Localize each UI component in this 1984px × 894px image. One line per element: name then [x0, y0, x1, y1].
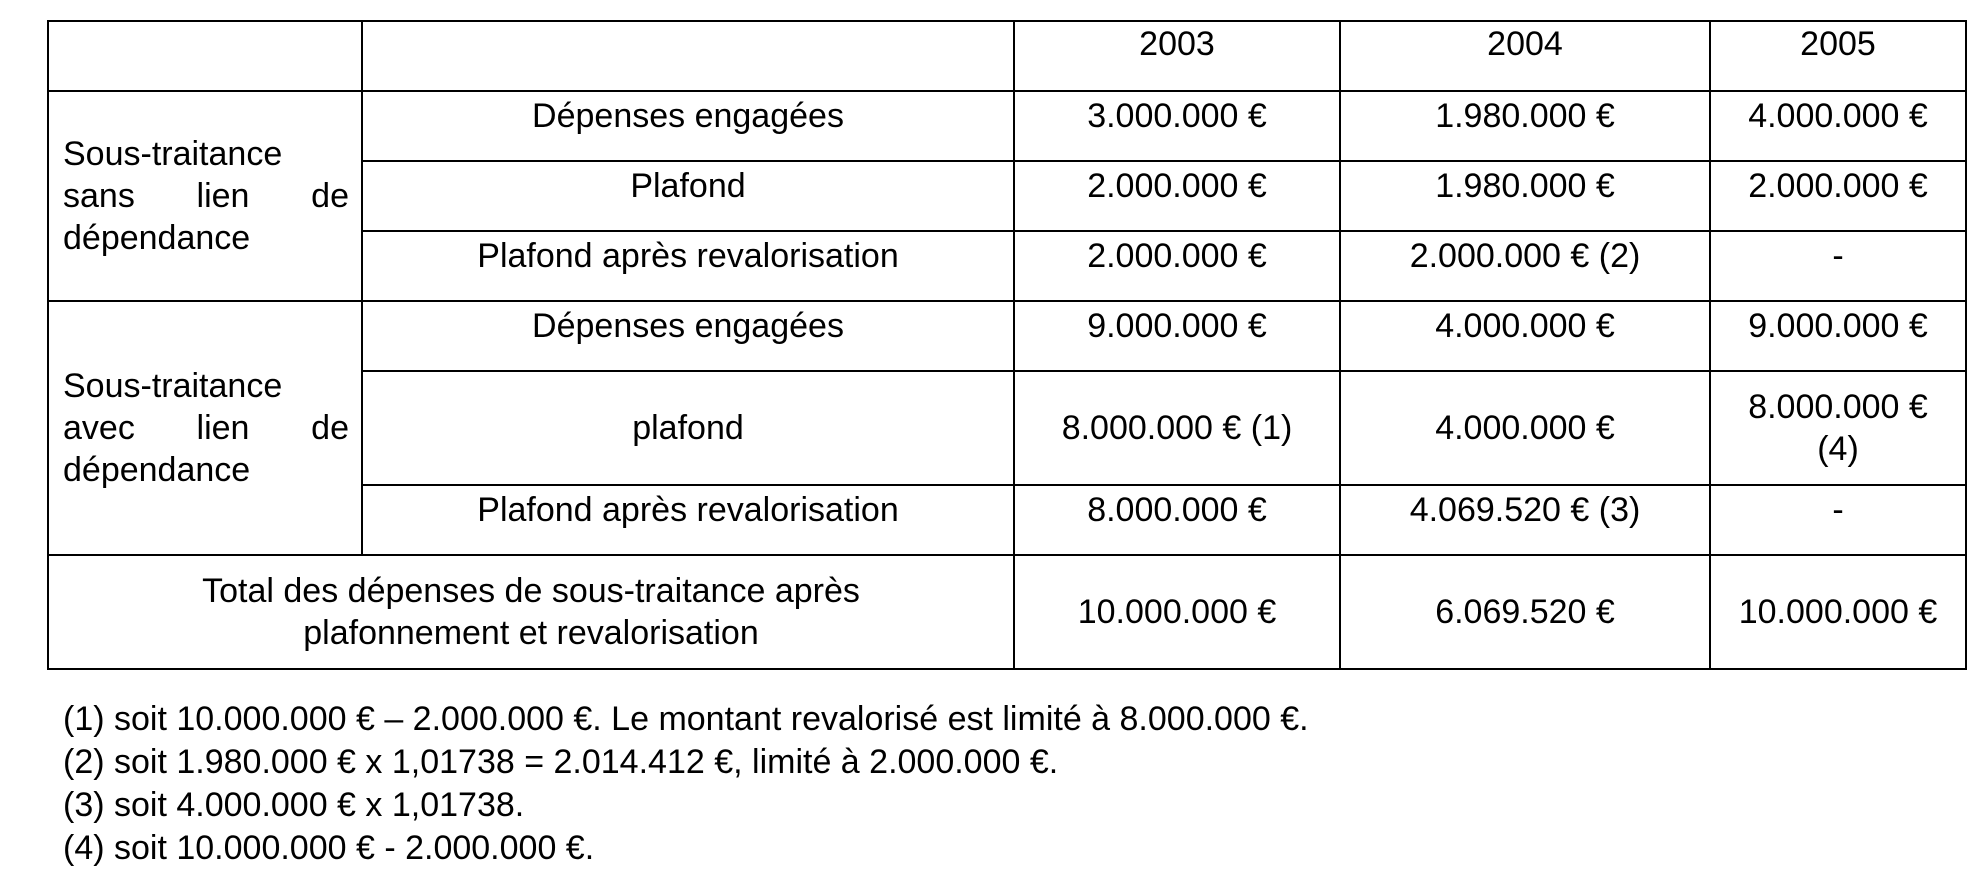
- row-label: Plafond après revalorisation: [362, 485, 1014, 555]
- row-label: Plafond après revalorisation: [362, 231, 1014, 301]
- footnote-3: (3) soit 4.000.000 € x 1,01738.: [63, 786, 525, 824]
- footnote-1: (1) soit 10.000.000 € – 2.000.000 €. Le montant revalorisé est limité à 8.000.000 €.: [63, 700, 1309, 738]
- row-label: Dépenses engagées: [362, 301, 1014, 371]
- value-cell: 1.980.000 €: [1340, 91, 1710, 161]
- value-cell: 2.000.000 €: [1014, 231, 1340, 301]
- group-label-line: avec lien de: [63, 409, 349, 447]
- group-label-sans-lien: [48, 91, 362, 301]
- value-cell: 4.000.000 €: [1340, 371, 1710, 485]
- value-cell: -: [1710, 485, 1966, 555]
- value-cell: 4.069.520 € (3): [1340, 485, 1710, 555]
- total-label: [48, 555, 1014, 669]
- year-header-2004: 2004: [1340, 21, 1710, 91]
- value-cell: 9.000.000 €: [1710, 301, 1966, 371]
- row-label: Plafond: [362, 161, 1014, 231]
- year-header-2005: 2005: [1710, 21, 1966, 91]
- value-cell: 8.000.000 € (4): [1710, 371, 1966, 485]
- subcontracting-expenses-table: [47, 20, 1967, 670]
- value-cell: 4.000.000 €: [1710, 91, 1966, 161]
- total-label-line: plafonnement et revalorisation: [303, 614, 759, 652]
- footnotes: [63, 698, 1309, 870]
- table-row: [48, 301, 1966, 371]
- footnote-4: (4) soit 10.000.000 € - 2.000.000 €.: [63, 829, 595, 867]
- value-cell: 4.000.000 €: [1340, 301, 1710, 371]
- total-value-2005: 10.000.000 €: [1710, 555, 1966, 669]
- row-label: Dépenses engagées: [362, 91, 1014, 161]
- value-cell: 2.000.000 € (2): [1340, 231, 1710, 301]
- total-row: [48, 555, 1966, 669]
- group-label-line: dépendance: [63, 451, 251, 489]
- group-label-line: Sous-traitance: [63, 135, 283, 173]
- value-cell: 3.000.000 €: [1014, 91, 1340, 161]
- group-label-line: Sous-traitance: [63, 367, 283, 405]
- footnote-2: (2) soit 1.980.000 € x 1,01738 = 2.014.412 €, limité à 2.000.000 €.: [63, 743, 1059, 781]
- group-label-line: sans lien de: [63, 177, 349, 215]
- total-label-line: Total des dépenses de sous-traitance après: [202, 572, 860, 610]
- value-cell: 8.000.000 €: [1014, 485, 1340, 555]
- value-cell: 2.000.000 €: [1710, 161, 1966, 231]
- value-cell: -: [1710, 231, 1966, 301]
- total-value-2003: 10.000.000 €: [1014, 555, 1340, 669]
- value-cell: 8.000.000 € (1): [1014, 371, 1340, 485]
- value-cell: 2.000.000 €: [1014, 161, 1340, 231]
- value-cell: 9.000.000 €: [1014, 301, 1340, 371]
- table-row: [48, 91, 1966, 161]
- group-label-avec-lien: [48, 301, 362, 555]
- header-blank-cell: [362, 21, 1014, 91]
- value-cell: 1.980.000 €: [1340, 161, 1710, 231]
- total-value-2004: 6.069.520 €: [1340, 555, 1710, 669]
- group-label-line: dépendance: [63, 219, 251, 257]
- year-header-2003: 2003: [1014, 21, 1340, 91]
- header-blank-cell: [48, 21, 362, 91]
- table-header-row: [48, 21, 1966, 91]
- row-label: plafond: [362, 371, 1014, 485]
